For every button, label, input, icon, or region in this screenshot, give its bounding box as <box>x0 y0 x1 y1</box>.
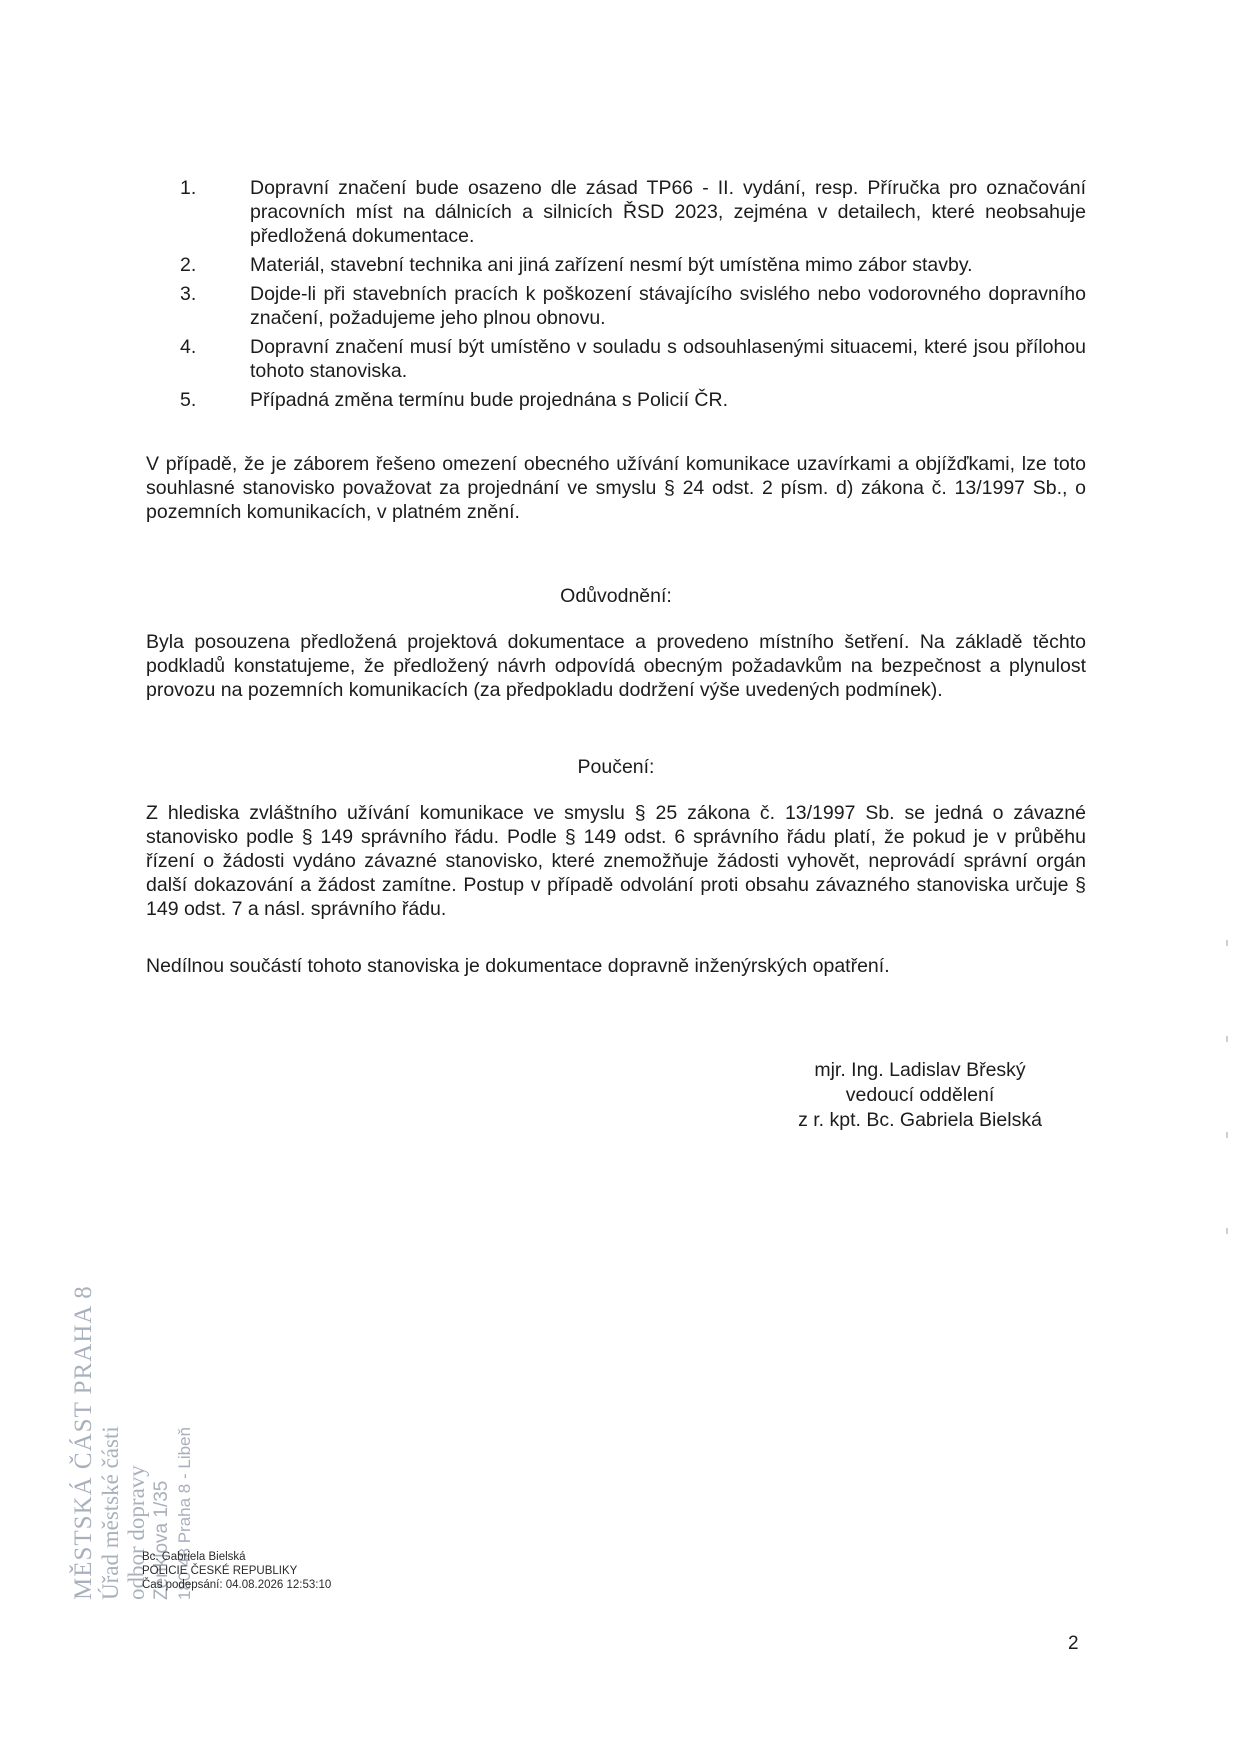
condition-number: 2. <box>180 254 197 276</box>
signature-position: vedoucí oddělení <box>845 1084 995 1106</box>
scan-mark <box>1226 1228 1228 1234</box>
conditions-list <box>146 176 1086 417</box>
scan-edge-marks <box>1226 940 1232 1324</box>
condition-number: 5. <box>180 389 197 411</box>
stamp-line: Zenklova 1/35 <box>151 1480 172 1600</box>
signature-name: mjr. Ing. Ladislav Břeský <box>814 1059 1026 1081</box>
condition-number: 1. <box>180 177 197 199</box>
signature-block <box>760 1058 1080 1133</box>
stamp-line: 180 48 Praha 8 - Libeň <box>175 1427 194 1600</box>
esign-timestamp: Čas podepsání: 04.08.2026 12:53:10 <box>142 1579 332 1591</box>
instruction-heading: Poučení: <box>577 756 655 778</box>
attachment-note: Nedílnou součástí tohoto stanoviska je dokumentace dopravně inženýrských opatření. <box>146 955 890 977</box>
closure-paragraph: V případě, že je záborem řešeno omezení obecného užívání komunikace uzavírkami a objížďkami, lze toto souhlasné stanovisko považovat za projednání ve smyslu § 24 odst. 2 písm. d) zákona č. 13/1997 Sb., o pozemních komunikacích, v platném znění. <box>146 453 1086 523</box>
stamp-line: MĚSTSKÁ ČÁST PRAHA 8 <box>70 1285 97 1600</box>
esign-name: Bc. Gabriela Bielská <box>142 1551 246 1563</box>
justification-heading: Odůvodnění: <box>560 585 672 607</box>
justification-text: Byla posouzena předložená projektová dokumentace a provedeno místního šetření. Na základě těchto podkladů konstatujeme, že předložený návrh odpovídá obecným požadavkům na bezpečnost a plynulost provozu na pozemních komunikacích (za předpokladu dodržení výše uvedených podmínek). <box>146 631 1086 701</box>
electronic-signature <box>142 1550 331 1592</box>
condition-text: Materiál, stavební technika ani jiná zařízení nesmí být umístěna mimo zábor stavby. <box>250 254 973 276</box>
condition-item <box>146 388 1086 412</box>
condition-text: Dopravní značení musí být umístěno v souladu s odsouhlasenými situacemi, které jsou přílohou tohoto stanoviska. <box>250 336 1086 382</box>
condition-number: 4. <box>180 336 197 358</box>
stamp-line: odbor dopravy <box>124 1465 149 1600</box>
condition-item <box>146 282 1086 330</box>
condition-text: Případná změna termínu bude projednána s Policií ČR. <box>250 389 729 411</box>
stamp-line: Úřad městské části <box>98 1426 123 1600</box>
instruction-text: Z hlediska zvláštního užívání komunikace ve smyslu § 25 zákona č. 13/1997 Sb. se jedná o závazné stanovisko podle § 149 správního řádu. Podle § 149 odst. 6 správního řádu platí, že pokud je v průběhu řízení o žádosti vydáno závazné stanovisko, které znemožňuje žádosti vyhovět, neprovádí správní orgán další dokazování a žádost zamítne. Postup v případě odvolání proti obsahu závazného stanoviska určuje § 149 odst. 7 a násl. správního řádu. <box>146 802 1086 920</box>
condition-number: 3. <box>180 283 197 305</box>
page-number: 2 <box>1068 1633 1079 1654</box>
condition-text: Dojde-li při stavebních pracích k poškození stávajícího svislého nebo vodorovného dopravního značení, požadujeme jeho plnou obnovu. <box>250 283 1086 329</box>
esign-organization: POLICIE ČESKÉ REPUBLIKY <box>142 1565 298 1577</box>
scan-mark <box>1226 940 1228 946</box>
scan-mark <box>1226 1036 1228 1042</box>
signature-on-behalf: z r. kpt. Bc. Gabriela Bielská <box>798 1109 1042 1131</box>
condition-item <box>146 253 1086 277</box>
scan-mark <box>1226 1132 1228 1138</box>
condition-text: Dopravní značení bude osazeno dle zásad TP66 - II. vydání, resp. Příručka pro označování pracovních míst na dálnicích a silnicích ŘSD 2023, zejména v detailech, které neobsahuje předložená dokumentace. <box>250 177 1086 247</box>
condition-item <box>146 176 1086 248</box>
condition-item <box>146 335 1086 383</box>
